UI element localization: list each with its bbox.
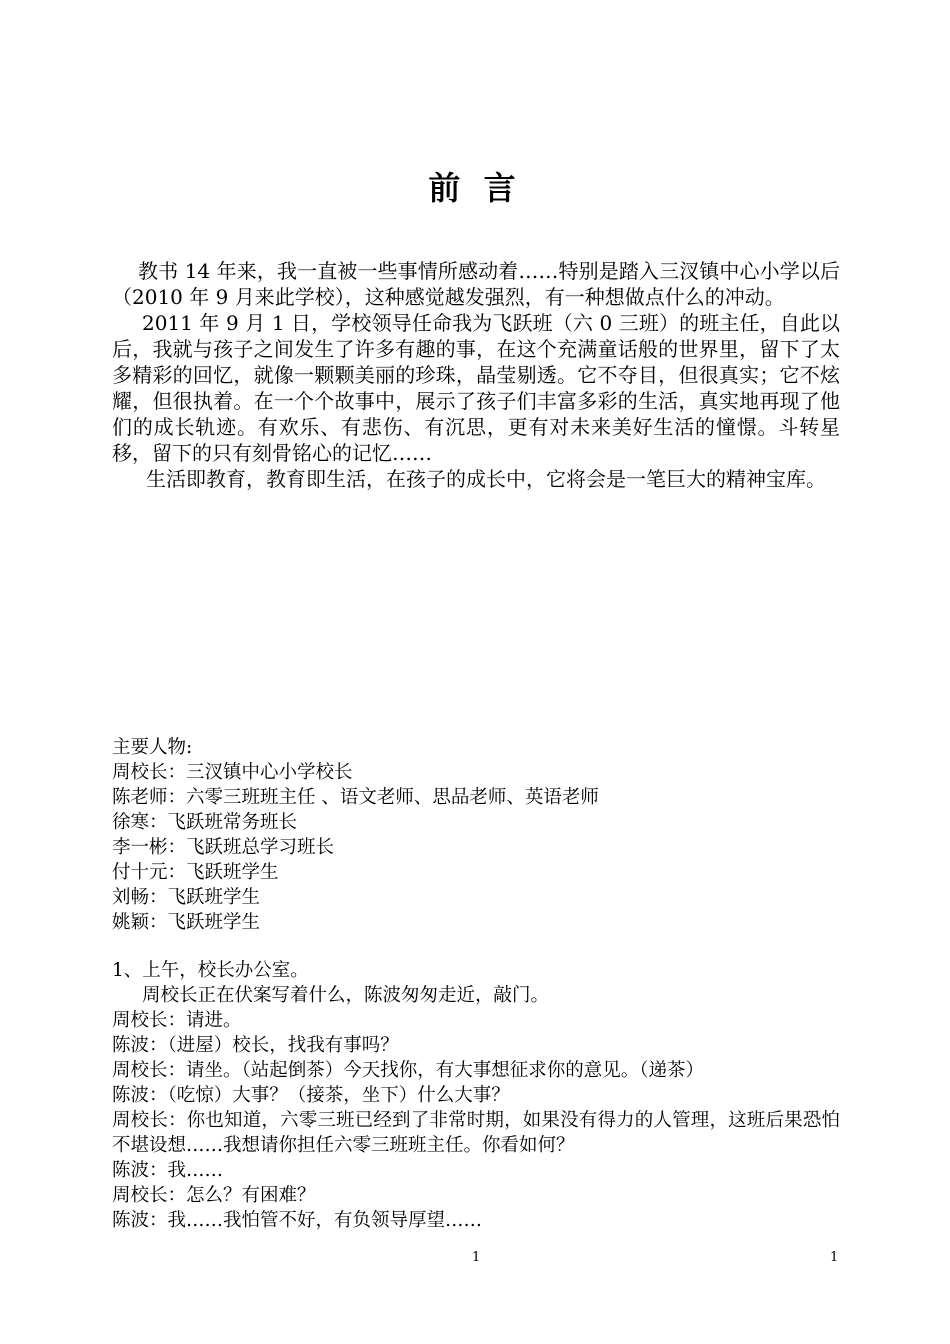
cast-item: 陈老师：六零三班班主任 、语文老师、思品老师、英语老师 (112, 787, 599, 808)
cast-item: 李一彬：飞跃班总学习班长 (112, 837, 335, 858)
preface-section (112, 258, 840, 492)
cast-item: 徐寒：飞跃班常务班长 (112, 812, 298, 833)
dialogue-line: 陈波：我…… (112, 1160, 224, 1181)
scene-script (112, 958, 840, 1233)
cast-heading: 主要人物: (112, 737, 193, 758)
dialogue-line: 陈波：（进屋）校长，找我有事吗？ (112, 1035, 399, 1056)
dialogue-line: 陈波：我……我怕管不好，有负领导厚望…… (112, 1210, 483, 1231)
stage-direction: 周校长正在伏案写着什么，陈波匆匆走近，敲门。 (142, 985, 550, 1006)
cast-item: 刘畅：飞跃班学生 (112, 887, 261, 908)
dialogue-line: 陈波：（吃惊）大事？（接茶，坐下）什么大事？ (112, 1085, 510, 1106)
cast-item: 姚颖：飞跃班学生 (112, 912, 261, 933)
dialogue-line: 周校长：请坐。（站起倒茶）今天找你，有大事想征求你的意见。（递茶） (112, 1060, 705, 1081)
preface-paragraph-3: 生活即教育，教育即生活，在孩子的成长中，它将会是一笔巨大的精神宝库。 (146, 467, 826, 491)
cast-item: 周校长：三汊镇中心小学校长 (112, 762, 353, 783)
dialogue-line: 周校长：怎么？有困难？ (112, 1185, 316, 1206)
preface-paragraph-1: 教书 14 年来，我一直被一些事情所感动着……特别是踏入三汊镇中心小学以后（2010 年 9 月来此学校），这种感觉越发强烈，有一种想做点什么的冲动。 (112, 259, 840, 309)
page-number-right: 1 (830, 1250, 839, 1265)
scene-heading: 1、上午，校长办公室。 (112, 960, 309, 981)
preface-paragraph-2: 2011 年 9 月 1 日，学校领导任命我为飞跃班（六 0 三班）的班主任，自此以后，我就与孩子之间发生了许多有趣的事，在这个充满童话般的世界里，留下了太多精彩的回忆，就像一颗颗美丽的珍珠，晶莹剔透。它不夺目，但很真实；它不炫耀，但很执着。在一个个故事中，展示了孩子们丰富多彩的生活，真实地再现了他们的成长轨迹。有欢乐、有悲伤、有沉思，更有对未来美好生活的憧憬。斗转星移，留下的只有刻骨铭心的记忆…… (112, 311, 840, 465)
page-title: 前 言 (428, 169, 522, 207)
dialogue-line: 周校长：你也知道，六零三班已经到了非常时期，如果没有得力的人管理，这班后果恐怕不堪设想……我想请你担任六零三班班主任。你看如何？ (112, 1110, 840, 1156)
dialogue-line: 周校长：请进。 (112, 1010, 242, 1031)
cast-item: 付十元：飞跃班学生 (112, 862, 279, 883)
cast-list (112, 735, 840, 935)
page-number-center: 1 (472, 1250, 481, 1265)
